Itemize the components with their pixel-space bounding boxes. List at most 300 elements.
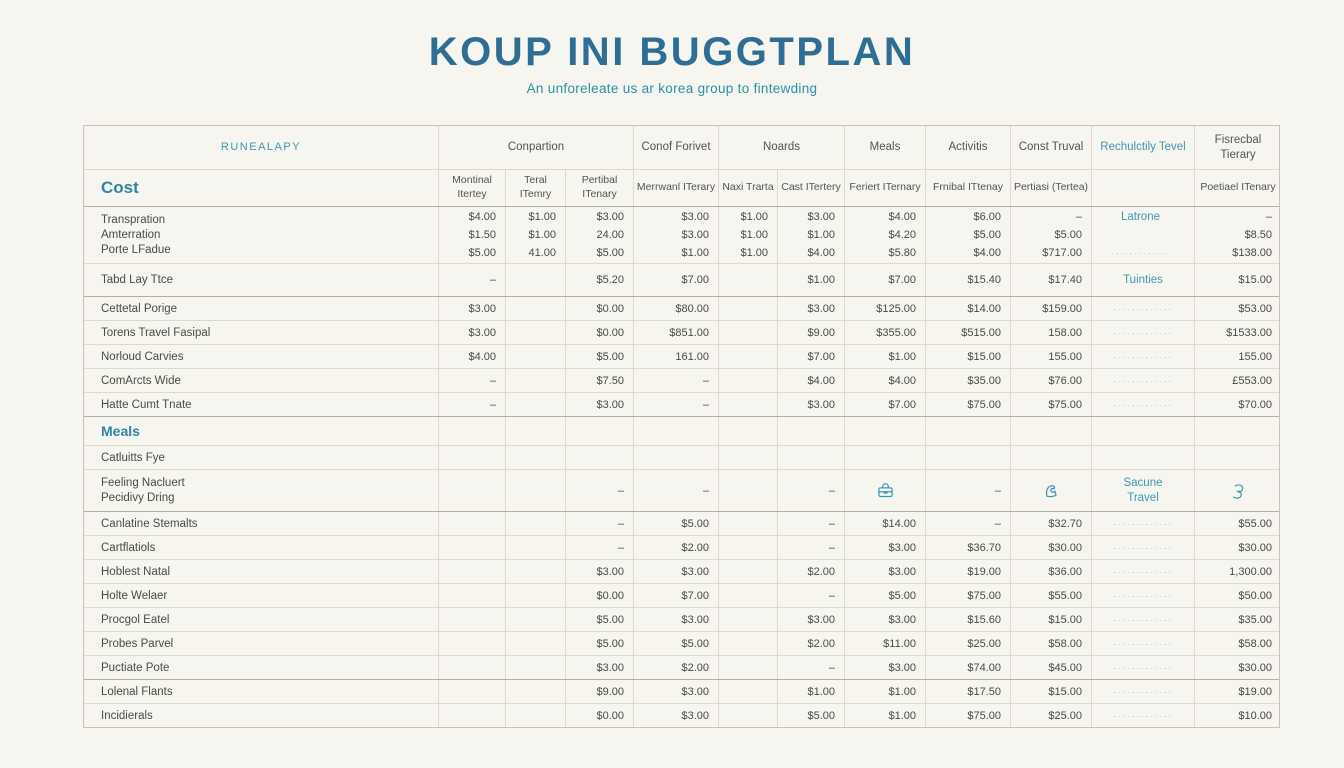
table-cell [439,632,506,655]
dotted-placeholder: ············· [1113,399,1173,410]
table-cell [845,470,926,511]
table-cell [719,512,778,535]
table-cell: $5.00 [634,512,719,535]
table-cell: 1,300.00 [1229,565,1272,578]
table-cell: $50.00 [1238,589,1272,602]
page-subtitle: An unforeleate us ar korea group to fintewding [526,81,818,96]
table-header-group-row [84,126,1279,169]
table-cell-line: $1.50 [468,229,496,241]
cost-section-label: Cost [101,178,139,197]
table-cell: $3.00 [439,297,506,320]
table-cell [926,417,1011,445]
table-cell: – [634,470,719,511]
column-group-header: RUNEALAPY [84,126,439,169]
dotted-placeholder: ············· [1113,303,1173,314]
table-cell-line: $1.00 [807,229,835,241]
budget-table [83,125,1280,728]
table-cell [566,446,634,469]
table-cell [1092,393,1195,416]
column-group-header: Rechulctily Tevel [1092,126,1195,169]
table-cell [439,656,506,679]
table-cell [719,470,778,511]
table-cell [506,207,566,263]
table-cell [719,680,778,703]
table-cell: $3.00 [778,608,845,631]
table-cell [719,446,778,469]
table-cell: – [926,512,1011,535]
row-label-line: Transpration [101,214,166,226]
column-group-header: Fisrecbal Tierary [1214,133,1262,161]
table-cell [506,512,566,535]
table-cell: – [439,369,506,392]
table-cell: $30.00 [1238,661,1272,674]
table-cell: $3.00 [566,656,634,679]
dotted-placeholder: ············· [1113,566,1173,577]
curl-arm-icon [1229,482,1248,499]
column-subheader [84,170,439,206]
table-cell: $53.00 [1238,302,1272,315]
table-cell [1011,446,1092,469]
table-cell [719,704,778,727]
table-cell [1092,369,1195,392]
table-cell [506,584,566,607]
column-subheader: Pertiasi (Tertea) [1011,170,1092,206]
table-cell [506,680,566,703]
table-cell-line: $1.00 [740,247,768,259]
row-label: Tabd Lay Ttce [84,264,439,296]
table-row [84,559,1279,583]
table-cell: – [566,536,634,559]
table-cell [719,584,778,607]
table-cell-line: $4.00 [973,247,1001,259]
table-cell: $35.00 [1238,613,1272,626]
table-cell: $1.00 [845,680,926,703]
table-cell: $4.00 [845,369,926,392]
table-cell: $5.20 [566,264,634,296]
table-cell: $851.00 [634,321,719,344]
table-cell: $15.40 [926,264,1011,296]
table-cell-line: 41.00 [528,247,556,259]
page-title: KOUP INI BUGGTPLAN [428,30,916,74]
table-cell: $3.00 [566,393,634,416]
table-cell [719,264,778,296]
table-cell [1092,512,1195,535]
table-cell [719,536,778,559]
table-cell [1092,470,1195,511]
table-cell-line: $1.00 [681,247,709,259]
table-cell [719,207,778,263]
table-cell: $75.00 [1011,393,1092,416]
table-cell: – [634,369,719,392]
table-cell [506,656,566,679]
table-cell-line [1096,245,1185,261]
row-label [84,470,439,511]
table-cell: $19.00 [926,560,1011,583]
table-cell-line: $3.00 [681,229,709,241]
table-cell [634,417,719,445]
table-cell [566,417,634,445]
table-cell [506,632,566,655]
table-row [84,368,1279,392]
table-cell: $58.00 [1011,632,1092,655]
table-cell: $9.00 [566,680,634,703]
column-subheader: Montinal Itertey [439,170,506,206]
table-row [84,392,1279,416]
table-cell: – [926,470,1011,511]
column-subheader: Poetiael ITenary [1200,181,1276,194]
table-cell [719,417,778,445]
accent-note: Latrone [1120,210,1160,223]
row-label: Incidierals [84,704,439,727]
table-cell [778,207,845,263]
table-cell: – [566,470,634,511]
table-cell [506,417,566,445]
table-cell-line: $4.00 [468,211,496,223]
table-cell: $2.00 [634,536,719,559]
table-cell: $76.00 [1011,369,1092,392]
row-label-line: Porte LFadue [101,244,171,256]
table-row [84,679,1279,703]
table-cell [1195,446,1281,469]
table-cell: $3.00 [845,536,926,559]
table-cell [926,446,1011,469]
table-cell: $3.00 [845,656,926,679]
table-cell [719,608,778,631]
column-group-header: Const Truval [1011,126,1092,169]
table-cell-line: $5.00 [468,247,496,259]
table-row [84,607,1279,631]
table-cell: $3.00 [845,608,926,631]
table-cell [506,470,566,511]
table-cell: $75.00 [926,704,1011,727]
table-cell: – [778,470,845,511]
table-cell: $1.00 [845,345,926,368]
table-cell [439,207,506,263]
table-cell: $3.00 [778,297,845,320]
table-cell: – [778,512,845,535]
table-cell [1011,470,1092,511]
dotted-placeholder: ············· [1113,614,1173,625]
row-label-line: Amterration [101,229,161,241]
table-cell: $355.00 [845,321,926,344]
table-cell: $5.00 [845,584,926,607]
table-cell: $36.70 [926,536,1011,559]
dotted-placeholder: ············· [1113,686,1173,697]
table-cell: $5.00 [566,608,634,631]
table-cell: $4.00 [439,345,506,368]
table-cell: $7.00 [778,345,845,368]
table-cell [845,417,926,445]
table-cell: $0.00 [566,704,634,727]
table-cell [439,680,506,703]
column-subheader: Feriert ITernary [845,170,926,206]
row-label: Lolenal Flants [84,680,439,703]
table-cell [719,560,778,583]
table-cell-line: $4.00 [888,211,916,223]
table-cell-line: $8.50 [1244,229,1272,241]
table-cell: $3.00 [778,393,845,416]
table-cell: $5.00 [566,632,634,655]
section-row [84,416,1279,445]
table-cell: $3.00 [845,560,926,583]
dotted-placeholder: ············· [1113,710,1173,721]
table-row [84,655,1279,679]
table-cell-line: $4.20 [888,229,916,241]
row-label: Holte Welaer [84,584,439,607]
table-cell [1092,704,1195,727]
table-cell [1092,264,1195,296]
dotted-placeholder: ············· [1113,542,1173,553]
table-cell: $9.00 [778,321,845,344]
table-cell [845,207,926,263]
table-cell [439,512,506,535]
table-cell [506,704,566,727]
table-cell: $15.00 [1238,274,1272,286]
table-cell [506,345,566,368]
table-cell [1011,417,1092,445]
table-cell [845,446,926,469]
dotted-placeholder: ············· [1113,638,1173,649]
table-cell: $1533.00 [1226,326,1272,339]
accent-note: Tuinties [1123,273,1163,286]
table-cell-line: – [1265,211,1272,223]
table-cell [506,369,566,392]
table-cell: $3.00 [634,704,719,727]
column-subheader: Teral ITemry [506,170,566,206]
accent-note: Sacune Travel [1123,476,1163,504]
table-cell [1011,207,1092,263]
table-cell [719,632,778,655]
row-label: Catluitts Fye [84,446,439,469]
column-subheader: Pertibal ITenary [566,170,634,206]
table-cell: $14.00 [845,512,926,535]
table-cell: $17.40 [1011,264,1092,296]
table-cell: $2.00 [634,656,719,679]
table-cell: $5.00 [566,345,634,368]
table-cell: – [439,393,506,416]
table-cell [439,417,506,445]
table-cell [506,608,566,631]
table-cell [634,446,719,469]
table-cell [439,560,506,583]
table-cell: $3.00 [634,608,719,631]
table-cell [439,536,506,559]
dotted-placeholder: ············· [1113,375,1173,386]
table-cell [566,207,634,263]
table-cell: £553.00 [1232,374,1272,387]
table-cell: $7.00 [845,264,926,296]
table-cell: $7.00 [845,393,926,416]
row-label: Hoblest Natal [84,560,439,583]
table-row [84,511,1279,535]
table-cell [1092,680,1195,703]
table-cell [1092,632,1195,655]
table-cell [506,560,566,583]
table-cell [719,369,778,392]
table-cell: $1.00 [845,704,926,727]
table-subheader-row [84,169,1279,206]
table-cell: 158.00 [1011,321,1092,344]
table-cell [719,393,778,416]
table-cell: $36.00 [1011,560,1092,583]
dotted-placeholder: ············· [1113,590,1173,601]
table-cell [1092,207,1195,263]
column-subheader: Frnibal ITtenay [926,170,1011,206]
row-label-line: Feeling Nacluert [101,477,185,489]
table-cell: $2.00 [778,632,845,655]
dotted-placeholder: ············· [1113,662,1173,673]
table-cell: $32.70 [1011,512,1092,535]
meals-section-label: Meals [101,423,140,439]
table-cell-line: $3.00 [596,211,624,223]
table-cell: $3.00 [634,560,719,583]
table-cell: $70.00 [1238,398,1272,411]
table-cell: $80.00 [634,297,719,320]
table-cell: – [778,536,845,559]
table-cell: $74.00 [926,656,1011,679]
table-cell: $55.00 [1011,584,1092,607]
table-cell [719,656,778,679]
table-cell-line: $3.00 [681,211,709,223]
table-row [84,263,1279,296]
table-cell [1092,321,1195,344]
table-cell: $30.00 [1011,536,1092,559]
table-cell [506,536,566,559]
table-cell [1195,470,1281,511]
table-cell-line: $138.00 [1232,247,1272,259]
table-cell: $14.00 [926,297,1011,320]
table-cell: 155.00 [1238,350,1272,363]
table-row [84,469,1279,511]
table-cell [1092,560,1195,583]
table-cell: $125.00 [845,297,926,320]
table-cell [926,207,1011,263]
table-row [84,583,1279,607]
table-cell-line: $717.00 [1042,247,1082,259]
table-cell [439,584,506,607]
table-cell: $0.00 [566,584,634,607]
table-cell-line [1096,227,1185,243]
table-cell: $58.00 [1238,637,1272,650]
row-label: Hatte Cumt Tnate [84,393,439,416]
table-cell: $3.00 [566,560,634,583]
dotted-placeholder: ············· [1113,518,1173,529]
table-cell: $45.00 [1011,656,1092,679]
table-cell: $30.00 [1238,541,1272,554]
table-cell-line: $5.00 [1054,229,1082,241]
table-cell: $4.00 [778,369,845,392]
row-label: Procgol Eatel [84,608,439,631]
table-cell-line: $5.00 [596,247,624,259]
table-row [84,631,1279,655]
table-cell [506,446,566,469]
table-row [84,320,1279,344]
table-cell: $75.00 [926,584,1011,607]
table-cell [719,297,778,320]
table-cell [778,417,845,445]
table-cell: $19.00 [1238,685,1272,698]
table-cell: $7.00 [634,584,719,607]
table-cell [506,297,566,320]
column-group-header: Meals [845,126,926,169]
table-cell: $3.00 [634,680,719,703]
table-cell [719,345,778,368]
table-cell [439,608,506,631]
table-row [84,206,1279,263]
table-cell: $5.00 [634,632,719,655]
table-cell [1092,345,1195,368]
table-cell: – [778,584,845,607]
table-cell: $2.00 [778,560,845,583]
table-cell: $35.00 [926,369,1011,392]
row-label: Canlatine Stemalts [84,512,439,535]
table-cell-line: $1.00 [740,211,768,223]
table-cell [506,264,566,296]
table-cell [1195,207,1281,263]
table-cell: $25.00 [926,632,1011,655]
dotted-placeholder: ············· [1111,248,1170,258]
table-cell-line: $5.80 [888,247,916,259]
table-cell: $15.60 [926,608,1011,631]
row-label: Puctiate Pote [84,656,439,679]
table-cell [1195,417,1281,445]
row-label-line: Pecidivy Dring [101,492,175,504]
table-cell: $7.50 [566,369,634,392]
row-label: Cettetal Porige [84,297,439,320]
table-cell-line: $6.00 [973,211,1001,223]
table-cell [439,470,506,511]
column-subheader [1092,170,1195,206]
column-group-header: Activitis [926,126,1011,169]
table-cell: 155.00 [1011,345,1092,368]
table-cell-line: $3.00 [807,211,835,223]
row-label: Norloud Carvies [84,345,439,368]
table-cell [719,321,778,344]
table-cell [634,207,719,263]
table-cell-line: 24.00 [596,229,624,241]
table-cell: $25.00 [1011,704,1092,727]
row-label: Cartflatiols [84,536,439,559]
table-cell: $11.00 [845,632,926,655]
column-group-header: Conof Forivet [634,126,719,169]
row-label: Probes Parvel [84,632,439,655]
table-cell: $10.00 [1238,709,1272,722]
table-cell [1092,656,1195,679]
table-cell: $515.00 [926,321,1011,344]
table-cell-line [1096,209,1185,225]
row-label [84,207,439,263]
row-label: ComArcts Wide [84,369,439,392]
table-row [84,296,1279,320]
column-subheader: Cast ITertery [778,170,845,206]
table-cell [439,704,506,727]
table-row [84,445,1279,469]
table-cell: – [566,512,634,535]
table-cell: $0.00 [566,321,634,344]
table-cell [506,321,566,344]
table-cell [1092,584,1195,607]
table-cell: $5.00 [778,704,845,727]
table-cell [1092,417,1195,445]
table-cell: $1.00 [778,680,845,703]
row-label: Torens Travel Fasipal [84,321,439,344]
table-cell: $55.00 [1238,517,1272,530]
table-row [84,535,1279,559]
table-cell [1092,536,1195,559]
table-cell [506,393,566,416]
column-subheader: Naxi Trarta [719,170,778,206]
table-cell [439,446,506,469]
